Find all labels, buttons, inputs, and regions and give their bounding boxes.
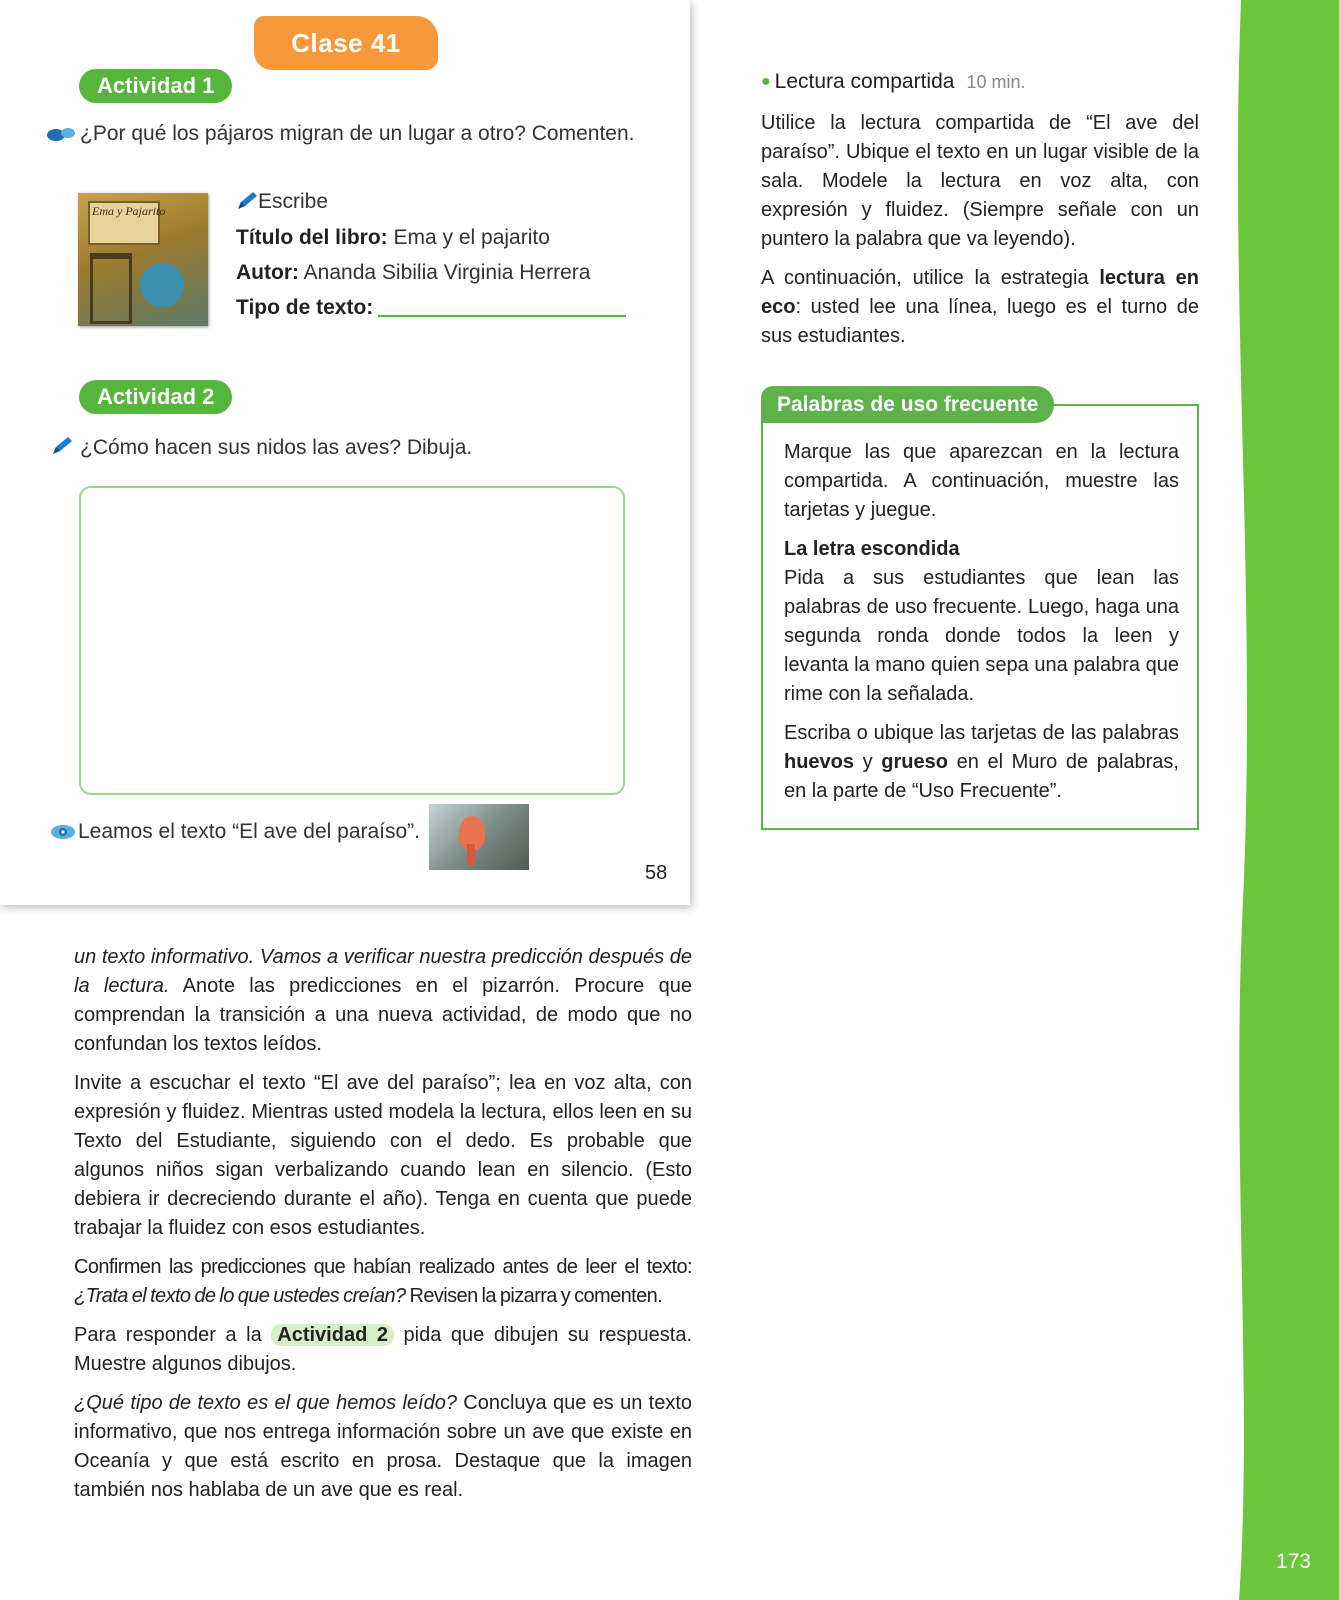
green-side-band (1229, 0, 1339, 1600)
titulo-line (236, 226, 550, 250)
autor-label: Autor: (236, 261, 299, 284)
titulo-label: Título del libro: (236, 226, 388, 249)
bottom-left-body (74, 943, 692, 1505)
lectura-compartida-heading (761, 70, 1025, 94)
student-page-number: 58 (645, 862, 668, 884)
book-cover-image (78, 193, 208, 326)
frecuente-body (784, 438, 1179, 806)
body-paragraph-1: un texto informativo. Vamos a verificar nuestra predicción después de la lectura. Anote las predicciones en el pizarrón. Procure que comprendan la transición a una nueva actividad, de modo que no confundan los textos leídos. (74, 946, 692, 1055)
right-paragraph-1: Utilice la lectura compartida de “El ave del paraíso”. Ubique el texto en un lugar visible de la sala. Modele la lectura en voz alta, con expresión y fluidez. (Siempre señale con un puntero la palabra que va leyendo). (761, 112, 1199, 250)
clase-banner: Clase 41 (254, 16, 438, 70)
actividad-1-pill: Actividad 1 (79, 69, 232, 103)
pencil-icon (50, 435, 74, 457)
speech-bubble-icon (46, 126, 76, 144)
frecuente-paragraph-3: Escriba o ubique las tarjetas de las palabras huevos y grueso en el Muro de palabras, en la parte de “Uso Frecuente”. (784, 722, 1179, 802)
tipo-answer-line[interactable] (378, 315, 626, 317)
question-1: ¿Por qué los pájaros migran de un lugar a otro? Comenten. (80, 122, 635, 145)
right-column-body (761, 109, 1199, 351)
tipo-label: Tipo de texto: (236, 296, 374, 319)
right-paragraph-2: A continuación, utilice la estrategia lectura en eco: usted lee una línea, luego es el turno de sus estudiantes. (761, 267, 1199, 347)
titulo-value: Ema y el pajarito (387, 226, 550, 249)
body-paragraph-4: Para responder a la Actividad 2 pida que dibujen su respuesta. Muestre algunos dibujos. (74, 1324, 693, 1375)
autor-line (236, 261, 590, 285)
pencil-icon (235, 190, 259, 212)
drawing-box[interactable] (79, 486, 625, 795)
question-2: ¿Cómo hacen sus nidos las aves? Dibuja. (80, 436, 473, 459)
actividad-2-pill: Actividad 2 (79, 380, 232, 414)
student-page-card (0, 0, 690, 905)
eye-icon (50, 824, 76, 840)
autor-value: Ananda Sibilia Virginia Herrera (298, 261, 591, 284)
frecuente-paragraph-1: Marque las que aparezcan en la lectura compartida. A continuación, muestre las tarjetas y juegue. (784, 441, 1179, 521)
tipo-line (236, 296, 373, 320)
leamos-line: Leamos el texto “El ave del paraíso”. (78, 820, 421, 843)
body-paragraph-2: Invite a escuchar el texto “El ave del paraíso”; lea en voz alta, con expresión y fluidez. Mientras usted modela la lectura, ellos leen en su Texto del Estudiante, siguiendo con el dedo. Es probable que algunos niños sigan verbalizando cuando lean en silencio. (Esto debiera ir decreciendo durante el año). Tenga en cuenta que puede trabajar la fluidez con esos estudiantes. (74, 1072, 692, 1239)
page-number: 173 (1275, 1550, 1311, 1573)
frecuente-tab: Palabras de uso frecuente (761, 386, 1054, 423)
actividad-2-highlight: Actividad 2 (271, 1324, 394, 1346)
frecuente-paragraph-2: Pida a sus estudiantes que lean las palabras de uso frecuente. Luego, haga una segunda ronda donde todos la leen y levanta la mano quien sepa una palabra que rime con la señalada. (784, 567, 1179, 705)
frecuente-subtitle: La letra escondida (784, 538, 960, 560)
body-paragraph-5: ¿Qué tipo de texto es el que hemos leído? Concluya que es un texto informativo, que nos entrega información sobre un ave que existe en Oceanía y que está escrito en prosa. Destaque que la imagen también nos hablaba de un ave que es real. (74, 1392, 692, 1501)
body-paragraph-3: Confirmen las predicciones que habían realizado antes de leer el texto: ¿Trata el texto de lo que ustedes creían? Revisen la pizarra y comenten. (74, 1256, 692, 1307)
book-cover-title: Ema y Pajarito (92, 204, 166, 218)
escribe-label: Escribe (258, 190, 329, 213)
bird-photo-image (429, 804, 529, 870)
heading-time: 10 min. (966, 72, 1026, 92)
bullet-dot-icon: ● (761, 73, 771, 90)
heading-label: Lectura compartida (774, 70, 955, 93)
